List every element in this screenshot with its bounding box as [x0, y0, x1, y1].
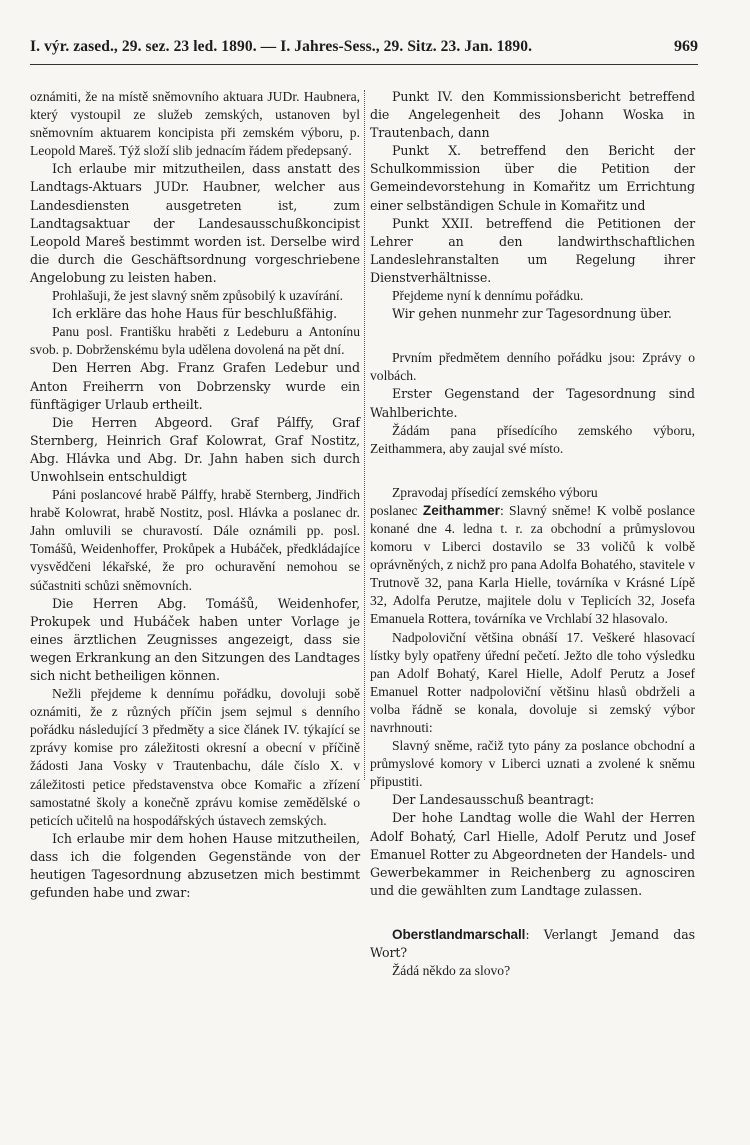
paragraph-german: Ich erlaube mir mitzutheilen, dass anstatt des Landtags-Aktuars JUDr. Haubner, welcher aus Landesdiensten ausgetreten ist, zum Landtagsaktuar der Landesausschußkoncipist Leopold Mareš bestimmt worden ist. Derselbe wird die durch die Geschäftsordnung vorgeschriebene Angelobung zu leisten haben. — [30, 161, 360, 285]
paragraph-czech: Zpravodaj přísedící zemského výboru — [392, 484, 598, 500]
paragraph-czech: Žádá někdo za slovo? — [392, 963, 511, 979]
paragraph-german: Punkt XXII. betreffend die Petitionen der Lehrer an den landwirthschaftlichen Landeslehranstalten um Regelung ihrer Dienstverhältnisse. — [370, 215, 695, 285]
left-column — [30, 88, 360, 902]
paragraph-german: Der hohe Landtag wolle die Wahl der Herren Adolf Bohatý, Carl Hielle, Adolf Perutz und Josef Emanuel Rotter zu Abgeordneten der Handels- und Gewerbekammer in Reichenberg zu agnosciren und die gewählten zum Landtage zulassen. — [370, 810, 695, 898]
paragraph-czech: Nežli přejdeme k dennímu pořádku, dovoluji sobě oznámiti, že z různých příčin jsem sejmul s denního pořádku následující 3 předměty a sice článek IV. týkající se zprávy komise pro záležitosti okresní a obecní v příčině žádosti Jana Vosky v Trautenbachu, dále číslo X. v záležitosti petice představenstva obce Komařic a zřízení samostatné školy a konečně zprávu komise zemědělské o peticích učitelů na hospodářských ústavech zemských. — [30, 686, 360, 828]
paragraph-german: Punkt X. betreffend den Bericht der Schulkommission über die Petition der Gemeindevorstehung in Komařitz um Errichtung einer selbständigen Schule in Komařitz und — [370, 143, 695, 213]
column-divider — [364, 90, 365, 780]
paragraph-czech: Přejdeme nyní k dennímu pořádku. — [392, 288, 584, 304]
paragraph-german: Der Landesausschuß beantragt: — [392, 792, 594, 808]
paragraph-gap — [370, 900, 695, 926]
paragraph-german: Ich erlaube mir dem hohen Hause mitzutheilen, dass ich die folgenden Gegenstände von der heutigen Tagesordnung abzusetzen mich bestimmt gefunden habe und zwar: — [30, 830, 360, 901]
running-header: I. výr. zased., 29. sez. 23 led. 1890. — I. Jahres-Sess., 29. Sitz. 23. Jan. 1890. — [30, 38, 533, 55]
paragraph-german: Punkt IV. den Kommissionsbericht betreffend die Angelegenheit des Johann Woska in Trautenbach, dann — [370, 89, 695, 141]
paragraph-german: Wir gehen nunmehr zur Tagesordnung über. — [392, 306, 672, 322]
paragraph-german: Die Herren Abgeord. Graf Pálffy, Graf Sternberg, Heinrich Graf Kolowrat, Graf Nostitz, Abg. Hlávka und Abg. Dr. Jahn haben sich durch Unwohlsein entschuldigt — [30, 414, 360, 484]
speaker-name: Zeithammer — [422, 502, 500, 518]
paragraph-czech: Slavný sněme, račiž tyto pány za poslance obchodní a průmyslové komory v Liberci uznati a zvolené k sněmu připustiti. — [370, 738, 695, 790]
paragraph-german: Erster Gegenstand der Tagesordnung sind Wahlberichte. — [370, 386, 695, 420]
paragraph-czech: Panu posl. Františku hraběti z Ledeburu a Antonínu svob. p. Dobrženskému byla udělena dovolená na pět dní. — [30, 324, 360, 358]
page-number: 969 — [674, 38, 698, 55]
paragraph-czech: oznámiti, že na místě sněmovního aktuara JUDr. Haubnera, který vystoupil ze služeb zemských, ustanoven byl sněmovním aktuarem koncipista při zemském výboru, p. Leopold Mareš. Týž složí slib jednacím řádem předepsaný. — [30, 89, 360, 159]
header-rule — [30, 64, 698, 65]
paragraph-czech: Páni poslancové hrabě Pálffy, hrabě Sternberg, Jindřich hrabě Kolowrat, hrabě Nostitz, posl. Hlávka a poslanec dr. Jahn omluvili se churavostí. Dále oznámili pp. posl. Tomášů, Weidenhoffer, Prokůpek a Hubáček, předkládajíce vysvědčeni lékařské, že pro ochuravění nemohou se súčastniti schůzi sněmovních. — [30, 487, 360, 593]
paragraph-german: Die Herren Abg. Tomášů, Weidenhofer, Prokupek und Hubáček haben unter Vorlage je eines ärztlichen Zeugnisses angezeigt, dass sie wegen Erkrankung an den Sitzungen des Landtages sich nicht betheiligen können. — [30, 595, 360, 683]
paragraph-german: Oberstlandmarschall: Verlangt Jemand das Wort? — [370, 926, 695, 961]
paragraph-german: Ich erkläre das hohe Haus für beschlußfähig. — [52, 306, 338, 322]
paragraph-czech: Nadpoloviční většina obnáší 17. Veškeré hlasovací lístky byly opatřeny úřední pečetí. Ježto dle toho výsledku pan Adolf Bohatý, Karel Hielle, Adolf Perutz a Josef Emanuel Rotter nadpoloviční většinu hlasů obdrželi a volba řádně se konala, dovoluje si zemský výbor navrhnouti: — [370, 629, 695, 735]
paragraph-czech: poslanec Zeithammer: Slavný sněme! K volbě poslance konané dne 4. ledna t. r. za obchodní a průmyslovou komoru v Liberci dostavilo se 33 voličů k volbě oprávněných, z nichž pro pana Adolfa Bohatého, stavitele v Trutnově 32, pana Karla Hielle, továrníka v Krásné Lípě 32, Adolfa Perutze, majitele dolu v Teplicích 32, Josefa Emanuela Rottera, továrníka ve Vrchlabí 32 hlasovalo. — [370, 502, 695, 627]
right-column — [370, 88, 695, 980]
paragraph-czech: Prohlašuji, že jest slavný sněm způsobilý k uzavírání. — [52, 288, 344, 304]
paragraph-gap — [370, 458, 695, 484]
paragraph-german: Den Herren Abg. Franz Grafen Ledebur und Anton Freiherrn von Dobrzensky wurde ein fünftägiger Urlaub ertheilt. — [30, 360, 360, 412]
paragraph-czech: Prvním předmětem denního pořádku jsou: Zprávy o volbách. — [370, 350, 695, 384]
paragraph-czech: Žádám pana přísedícího zemského výboru, Zeithammera, aby zaujal své místo. — [370, 422, 695, 456]
paragraph-gap — [370, 323, 695, 349]
speaker-name: Oberstlandmarschall — [392, 926, 526, 942]
